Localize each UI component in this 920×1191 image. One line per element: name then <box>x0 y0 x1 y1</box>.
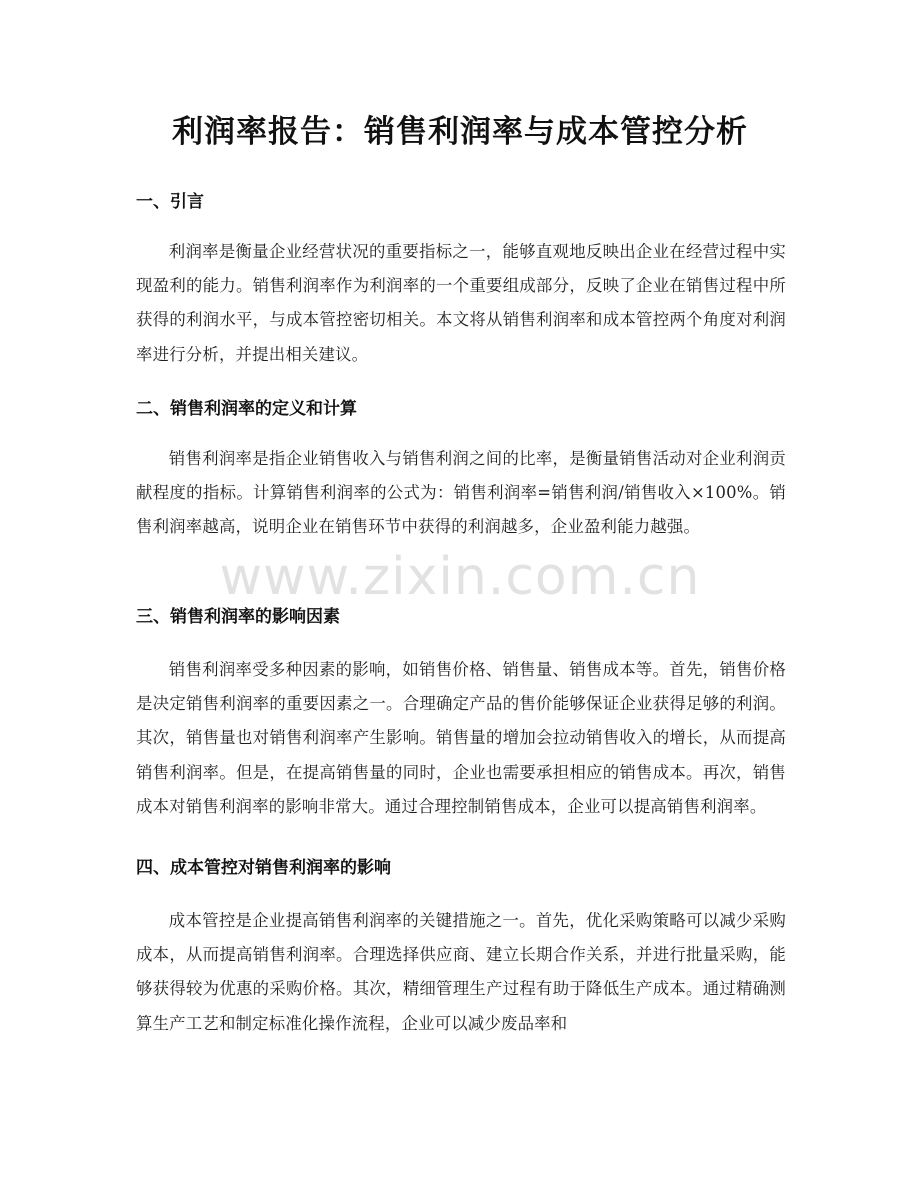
section-heading: 三、销售利润率的影响因素 <box>136 607 340 627</box>
watermark: www.zixin.com.cn <box>219 547 701 607</box>
section-heading: 二、销售利润率的定义和计算 <box>136 399 357 419</box>
section-heading: 四、成本管控对销售利润率的影响 <box>136 858 391 878</box>
section-introduction <box>136 190 786 372</box>
section-heading: 一、引言 <box>136 192 204 212</box>
section-paragraph: 销售利润率受多种因素的影响，如销售价格、销售量、销售成本等。首先，销售价格是决定销售利润率的重要因素之一。合理确定产品的售价能够保证企业获得足够的利润。其次，销售量也对销售利润率产生影响。销售量的增加会拉动销售收入的增长，从而提高销售利润率。但是，在提高销售量的同时，企业也需要承担相应的销售成本。再次，销售成本对销售利润率的影响非常大。通过合理控制销售成本，企业可以提高销售利润率。 <box>136 660 786 816</box>
section-factors <box>136 605 786 824</box>
section-paragraph: 成本管控是企业提高销售利润率的关键措施之一。首先，优化采购策略可以减少采购成本，从而提高销售利润率。合理选择供应商、建立长期合作关系，并进行批量采购，能够获得较为优惠的采购价格。其次，精细管理生产过程有助于降低生产成本。通过精确测算生产工艺和制定标准化操作流程，企业可以减少废品率和 <box>136 911 786 1033</box>
document-title: 利润率报告：销售利润率与成本管控分析 <box>172 114 748 150</box>
section-definition <box>136 397 786 545</box>
section-paragraph: 利润率是衡量企业经营状况的重要指标之一，能够直观地反映出企业在经营过程中实现盈利的能力。销售利润率作为利润率的一个重要组成部分，反映了企业在销售过程中所获得的利润水平，与成本管控密切相关。本文将从销售利润率和成本管控两个角度对利润率进行分析，并提出相关建议。 <box>136 242 786 364</box>
section-cost-control <box>136 856 786 1041</box>
section-paragraph: 销售利润率是指企业销售收入与销售利润之间的比率，是衡量销售活动对企业利润贡献程度的指标。计算销售利润率的公式为：销售利润率=销售利润/销售收入×100%。销售利润率越高，说明企业在销售环节中获得的利润越多，企业盈利能力越强。 <box>136 449 786 537</box>
